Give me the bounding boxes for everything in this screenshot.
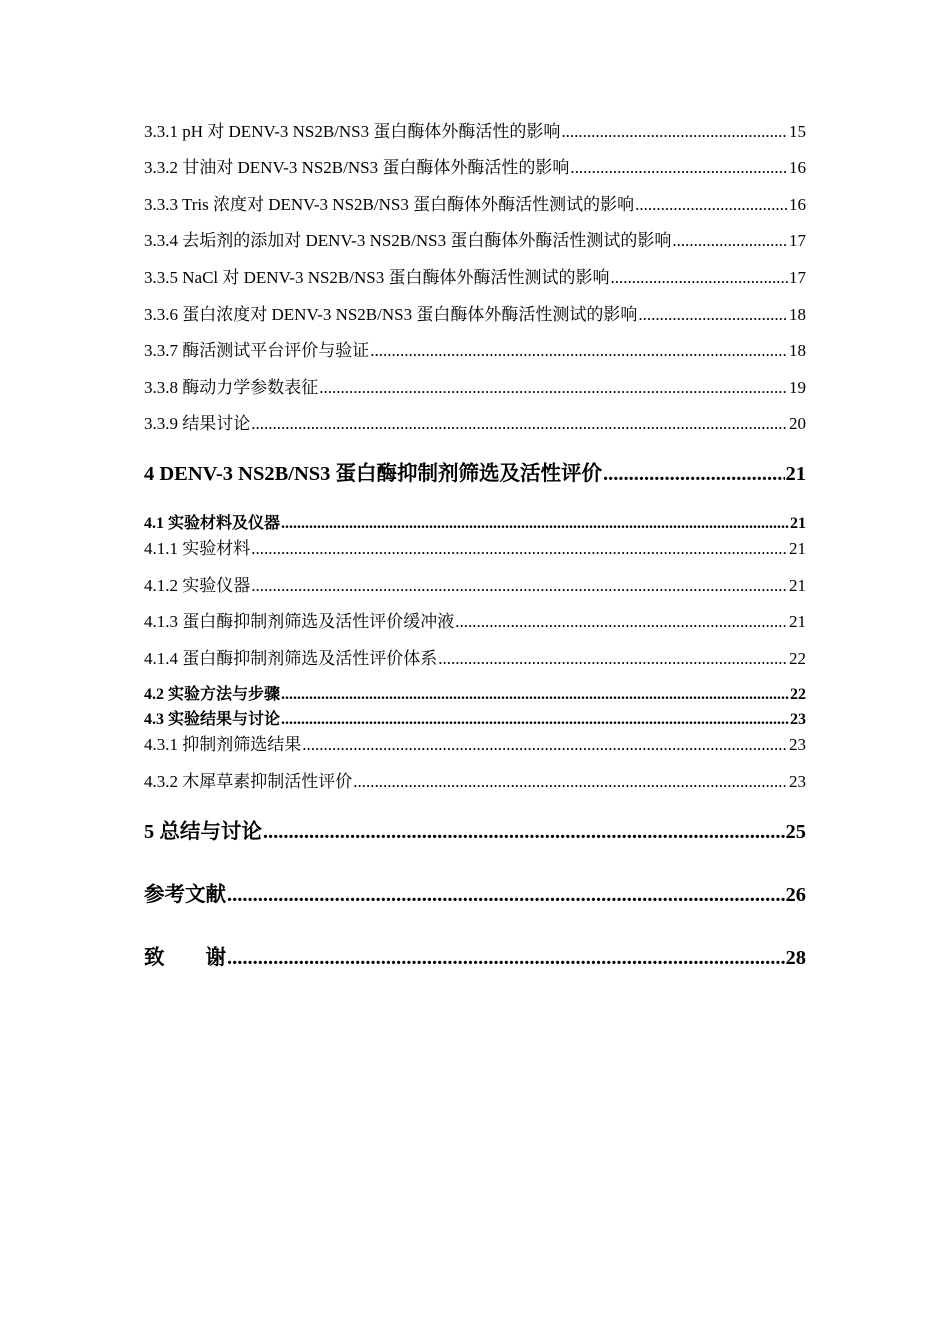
- toc-entry-page: 20: [789, 414, 806, 433]
- dot-leader: [438, 649, 788, 669]
- toc-entry-page: 21: [789, 539, 806, 558]
- toc-entry-3-3-5[interactable]: [144, 263, 806, 288]
- toc-entry-page: 18: [789, 341, 806, 360]
- dot-leader: [570, 158, 788, 178]
- toc-entry-4-3-1[interactable]: [144, 730, 806, 755]
- toc-entry-label: 5 总结与讨论: [144, 821, 262, 843]
- toc-section-4-1[interactable]: [144, 510, 806, 533]
- toc-section-4-2[interactable]: [144, 681, 806, 704]
- toc-entry-page: 19: [789, 378, 806, 397]
- toc-entry-label: 4.1.3 蛋白酶抑制剂筛选及活性评价缓冲液: [144, 612, 455, 631]
- toc-entry-3-3-8[interactable]: [144, 373, 806, 398]
- toc-section-4-3[interactable]: [144, 706, 806, 729]
- toc-entry-page: 16: [789, 195, 806, 214]
- toc-entry-label: 4.1 实验材料及仪器: [144, 515, 281, 532]
- toc-entry-label: 3.3.6 蛋白浓度对 DENV-3 NS2B/NS3 蛋白酶体外酶活性测试的影响: [144, 305, 638, 324]
- dot-leader: [672, 231, 788, 251]
- dot-leader: [561, 122, 788, 142]
- toc-entry-4-3-2[interactable]: [144, 767, 806, 792]
- toc-chapter-5[interactable]: [144, 814, 806, 844]
- toc-entry-label: 3.3.9 结果讨论: [144, 414, 251, 433]
- toc-entry-page: 23: [790, 711, 806, 728]
- toc-entry-page: 23: [789, 735, 806, 754]
- toc-references[interactable]: [144, 877, 806, 907]
- toc-entry-3-3-3[interactable]: [144, 190, 806, 215]
- toc-entry-page: 22: [790, 686, 806, 703]
- toc-entry-page: 23: [789, 772, 806, 791]
- toc-entry-page: 21: [790, 515, 806, 532]
- toc-entry-label: 4.3.1 抑制剂筛选结果: [144, 735, 302, 754]
- dot-leader: [227, 947, 785, 970]
- toc-entry-3-3-4[interactable]: [144, 226, 806, 251]
- dot-leader: [281, 711, 789, 729]
- toc-entry-label: 4 DENV-3 NS2B/NS3 蛋白酶抑制剂筛选及活性评价: [144, 463, 603, 485]
- dot-leader: [281, 686, 789, 704]
- toc-entry-page: 18: [789, 305, 806, 324]
- dot-leader: [302, 735, 788, 755]
- toc-entry-label: 3.3.1 pH 对 DENV-3 NS2B/NS3 蛋白酶体外酶活性的影响: [144, 122, 561, 141]
- toc-entry-4-1-4[interactable]: [144, 644, 806, 669]
- toc-entry-3-3-6[interactable]: [144, 300, 806, 325]
- toc-entry-label: 4.3 实验结果与讨论: [144, 711, 281, 728]
- toc-entry-label: 3.3.2 甘油对 DENV-3 NS2B/NS3 蛋白酶体外酶活性的影响: [144, 158, 570, 177]
- dot-leader: [455, 612, 788, 632]
- toc-entry-label: 4.1.1 实验材料: [144, 539, 251, 558]
- toc-entry-label: 3.3.7 酶活测试平台评价与验证: [144, 341, 370, 360]
- toc-entry-page: 16: [789, 158, 806, 177]
- toc-entry-page: 17: [789, 231, 806, 250]
- toc-entry-label: 4.2 实验方法与步骤: [144, 686, 281, 703]
- toc-entry-page: 28: [785, 947, 806, 969]
- dot-leader: [370, 341, 788, 361]
- dot-leader: [319, 378, 788, 398]
- toc-entry-page: 26: [785, 884, 806, 906]
- toc-entry-page: 22: [789, 649, 806, 668]
- dot-leader: [263, 821, 785, 844]
- toc-entry-label: 参考文献: [144, 884, 226, 906]
- toc-entry-4-1-2[interactable]: [144, 571, 806, 596]
- toc-entry-4-1-3[interactable]: [144, 607, 806, 632]
- dot-leader: [635, 195, 788, 215]
- dot-leader: [251, 414, 788, 434]
- dot-leader: [251, 576, 788, 596]
- toc-entry-label: 4.1.4 蛋白酶抑制剂筛选及活性评价体系: [144, 649, 438, 668]
- dot-leader: [227, 884, 785, 907]
- dot-leader: [281, 515, 789, 533]
- toc-entry-page: 15: [789, 122, 806, 141]
- toc-entry-label: 4.1.2 实验仪器: [144, 576, 251, 595]
- toc-entry-3-3-7[interactable]: [144, 336, 806, 361]
- dot-leader: [353, 772, 788, 792]
- toc-chapter-4[interactable]: [144, 456, 806, 486]
- toc-acknowledgements[interactable]: [144, 940, 806, 970]
- toc-entry-4-1-1[interactable]: [144, 534, 806, 559]
- toc-entry-page: 21: [789, 612, 806, 631]
- toc-entry-3-3-2[interactable]: [144, 153, 806, 178]
- toc-entry-page: 21: [785, 463, 806, 485]
- dot-leader: [603, 463, 784, 486]
- toc-entry-label: 3.3.3 Tris 浓度对 DENV-3 NS2B/NS3 蛋白酶体外酶活性测试的影响: [144, 195, 635, 214]
- toc-entry-3-3-9[interactable]: [144, 409, 806, 434]
- toc-entry-label: 致 谢: [144, 947, 226, 969]
- toc-entry-page: 17: [789, 268, 806, 287]
- dot-leader: [638, 305, 788, 325]
- dot-leader: [610, 268, 788, 288]
- toc-entry-label: 3.3.4 去垢剂的添加对 DENV-3 NS2B/NS3 蛋白酶体外酶活性测试的影响: [144, 231, 672, 250]
- dot-leader: [251, 539, 788, 559]
- toc-entry-label: 3.3.8 酶动力学参数表征: [144, 378, 319, 397]
- toc-entry-page: 21: [789, 576, 806, 595]
- toc-entry-3-3-1[interactable]: [144, 117, 806, 142]
- toc-entry-label: 4.3.2 木犀草素抑制活性评价: [144, 772, 353, 791]
- toc-entry-page: 25: [785, 821, 806, 843]
- toc-entry-label: 3.3.5 NaCl 对 DENV-3 NS2B/NS3 蛋白酶体外酶活性测试的影响: [144, 268, 610, 287]
